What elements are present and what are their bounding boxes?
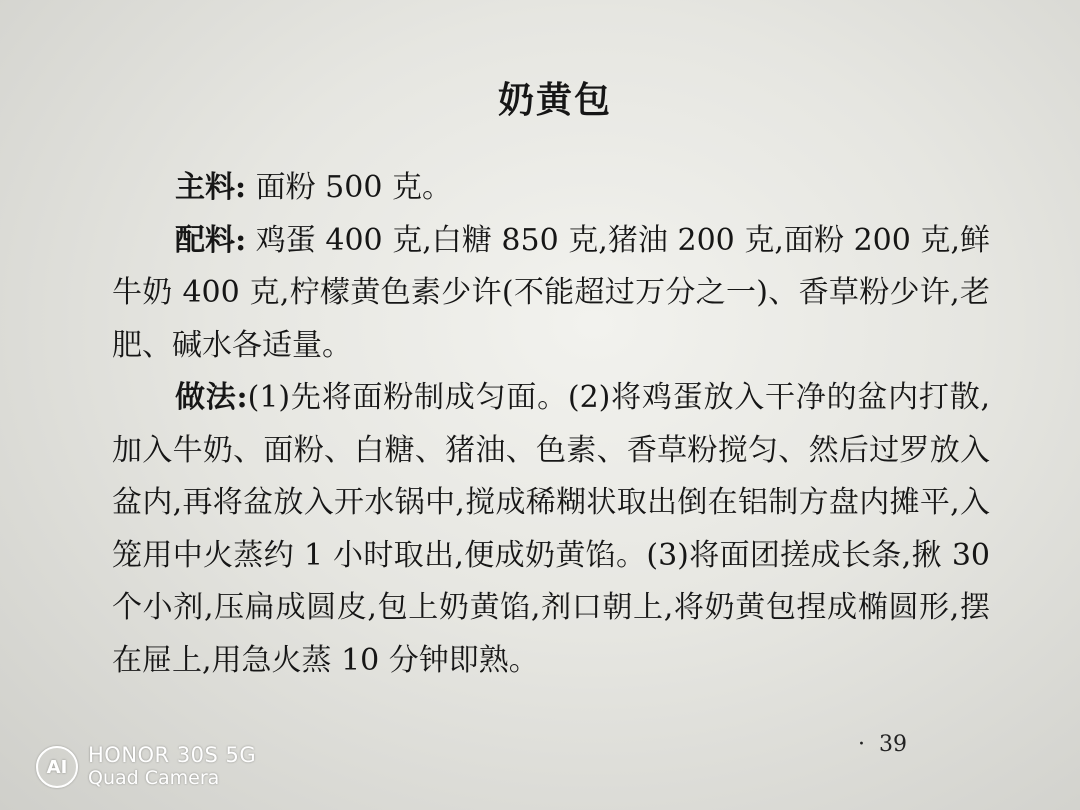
watermark-camera: Quad Camera — [88, 767, 220, 789]
ai-camera-icon: AI — [36, 746, 78, 788]
secondary-ingredients-text: 鸡蛋 400 克,白糖 850 克,猪油 200 克,面粉 200 克,鲜牛奶 400 克,柠檬黄色素少许(不能超过万分之一)、香草粉少许,老肥、碱水各适量。 — [112, 222, 991, 363]
page-number — [858, 732, 907, 757]
main-ingredients-paragraph — [112, 162, 990, 215]
recipe-body — [112, 162, 990, 687]
secondary-ingredients-label: 配料: — [175, 222, 247, 258]
main-ingredients-label: 主料: — [175, 170, 247, 205]
method-label: 做法: — [175, 380, 248, 415]
page-number-dot: · — [858, 732, 865, 757]
method-text: (1)先将面粉制成匀面。(2)将鸡蛋放入干净的盆内打散,加入牛奶、面粉、白糖、猪油、色素、香草粉搅匀、然后过罗放入盆内,再将盆放入开水锅中,搅成稀糊状取出倒在铝制方盘内摊平,入笼用中火蒸约 1 小时取出,便成奶黄馅。(3)将面团搓成长条,揪 30 个小剂,压扁成圆皮,包上奶黄馅,剂口朝上,将奶黄包捏成椭圆形,摆在屉上,用急火蒸 10 分钟即熟。 — [112, 380, 991, 678]
method-paragraph — [112, 372, 990, 687]
camera-watermark — [36, 744, 256, 790]
recipe-title: 奶黄包 — [497, 79, 612, 121]
main-ingredients-text: 面粉 500 克。 — [246, 170, 452, 205]
watermark-model: HONOR 30S 5G — [88, 743, 257, 767]
watermark-text — [88, 744, 256, 790]
page-number-value: 39 — [879, 732, 907, 757]
secondary-ingredients-paragraph — [112, 215, 990, 373]
